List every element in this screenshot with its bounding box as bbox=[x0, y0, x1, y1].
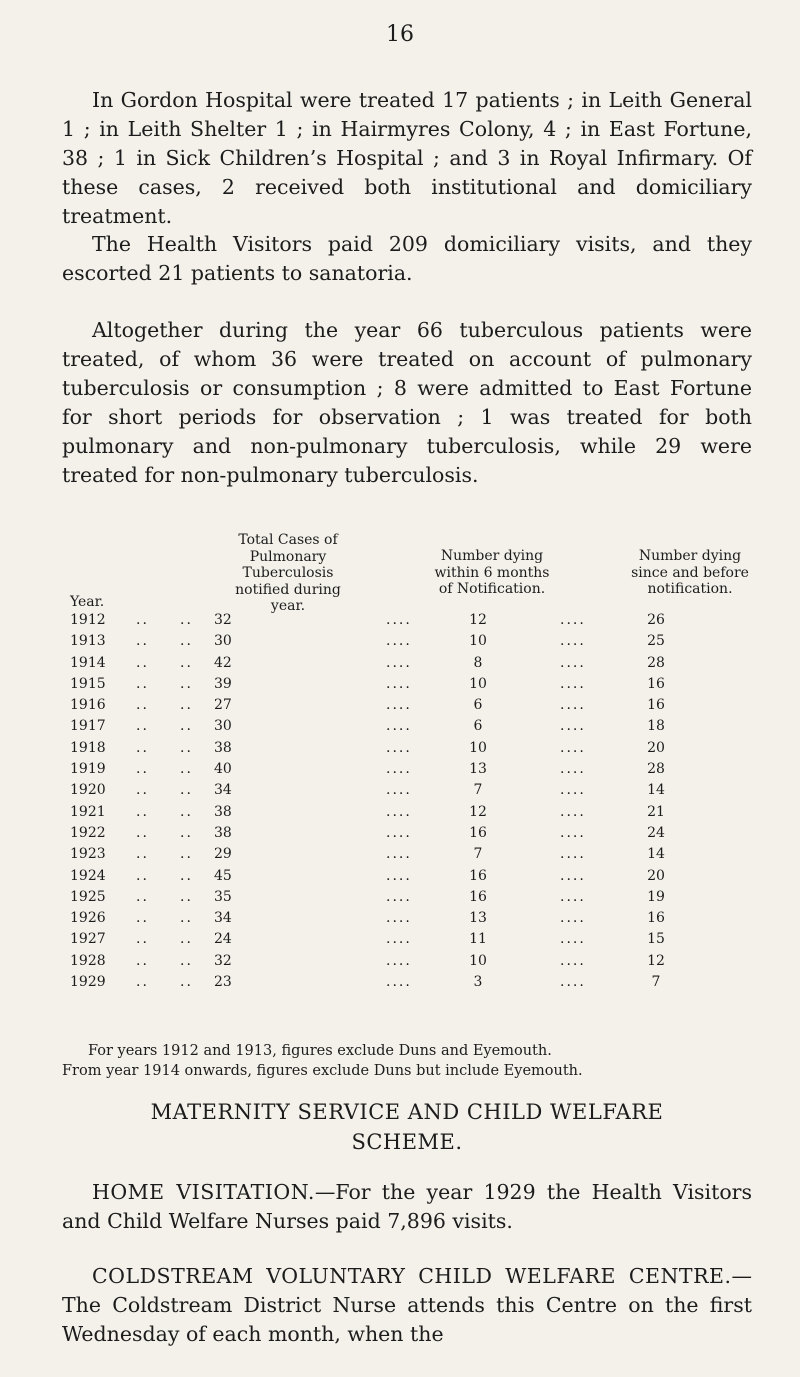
cell-dying-within: 10 bbox=[469, 633, 487, 650]
cell-dying-since: 7 bbox=[651, 974, 661, 991]
leader-dots: .... bbox=[386, 761, 412, 778]
leader-dots: .... bbox=[560, 675, 586, 692]
cell-total-cases: 45 bbox=[214, 867, 232, 884]
leader-dots: .. bbox=[136, 803, 149, 820]
cell-dying-within: 7 bbox=[473, 846, 483, 863]
leader-dots: .. bbox=[180, 846, 193, 863]
cell-dying-since: 16 bbox=[647, 675, 665, 692]
table-row bbox=[0, 974, 800, 995]
cell-dying-since: 16 bbox=[647, 697, 665, 714]
leader-dots: .. bbox=[136, 974, 149, 991]
leader-dots: .... bbox=[560, 633, 586, 650]
leader-dots: .. bbox=[136, 867, 149, 884]
leader-dots: .... bbox=[560, 952, 586, 969]
leader-dots: .... bbox=[560, 697, 586, 714]
cell-dying-since: 28 bbox=[647, 761, 665, 778]
leader-dots: .. bbox=[136, 782, 149, 799]
cell-total-cases: 32 bbox=[214, 612, 232, 628]
table-row bbox=[0, 889, 800, 910]
leader-dots: .. bbox=[180, 718, 193, 735]
table-row bbox=[0, 846, 800, 867]
cell-total-cases: 24 bbox=[214, 931, 232, 948]
table-row bbox=[0, 825, 800, 846]
leader-dots: .. bbox=[136, 910, 149, 927]
table-row bbox=[0, 740, 800, 761]
cell-dying-since: 18 bbox=[647, 718, 665, 735]
leader-dots: .. bbox=[180, 739, 193, 756]
leader-dots: .... bbox=[386, 654, 412, 671]
cell-total-cases: 34 bbox=[214, 910, 232, 927]
leader-dots: .... bbox=[386, 633, 412, 650]
paragraph-home-visitation bbox=[62, 1178, 752, 1236]
leader-dots: .. bbox=[136, 697, 149, 714]
header-year: Year. bbox=[70, 594, 105, 610]
section-heading-line: MATERNITY SERVICE AND CHILD WELFARE bbox=[150, 1100, 664, 1124]
leader-dots: .. bbox=[180, 633, 193, 650]
cell-dying-within: 12 bbox=[469, 803, 487, 820]
header-within-line: Number dying bbox=[440, 548, 544, 564]
leader-dots: .. bbox=[180, 974, 193, 991]
leader-dots: .... bbox=[386, 612, 412, 628]
leader-dots: .... bbox=[560, 888, 586, 905]
leader-dots: .. bbox=[180, 952, 193, 969]
cell-total-cases: 35 bbox=[214, 888, 232, 905]
cell-total-cases: 29 bbox=[214, 846, 232, 863]
leader-dots: .. bbox=[136, 675, 149, 692]
leader-dots: .... bbox=[386, 697, 412, 714]
header-within-line: within 6 months bbox=[434, 564, 550, 581]
header-total-line: Total Cases of bbox=[238, 532, 338, 548]
cell-year: 1921 bbox=[70, 803, 106, 820]
cell-total-cases: 34 bbox=[214, 782, 232, 799]
leader-dots: .... bbox=[560, 974, 586, 991]
cell-year: 1920 bbox=[70, 782, 106, 799]
cell-dying-within: 16 bbox=[469, 867, 487, 884]
cell-year: 1918 bbox=[70, 739, 106, 756]
cell-total-cases: 38 bbox=[214, 739, 232, 756]
leader-dots: .... bbox=[386, 782, 412, 799]
cell-year: 1917 bbox=[70, 718, 106, 735]
cell-year: 1929 bbox=[70, 974, 106, 991]
leader-dots: .. bbox=[180, 888, 193, 905]
table-row bbox=[0, 655, 800, 676]
cell-year: 1928 bbox=[70, 952, 106, 969]
leader-dots: .... bbox=[560, 718, 586, 735]
leader-dots: .. bbox=[180, 910, 193, 927]
header-since-line: Number dying bbox=[638, 548, 742, 564]
leader-dots: .... bbox=[386, 675, 412, 692]
section-heading bbox=[62, 1097, 752, 1157]
leader-dots: .. bbox=[180, 782, 193, 799]
table-row bbox=[0, 697, 800, 718]
paragraph-health-visitors: The Health Visitors paid 209 domiciliary visits, and they escorted 21 patients to sanatoria. bbox=[62, 232, 752, 285]
leader-dots: .. bbox=[180, 931, 193, 948]
cell-dying-since: 16 bbox=[647, 910, 665, 927]
table-row bbox=[0, 868, 800, 889]
leader-dots: .. bbox=[180, 654, 193, 671]
cell-total-cases: 32 bbox=[214, 952, 232, 969]
cell-dying-since: 14 bbox=[647, 846, 665, 863]
cell-year: 1912 bbox=[70, 612, 106, 628]
leader-dots: .. bbox=[180, 675, 193, 692]
leader-dots: .... bbox=[560, 782, 586, 799]
leader-dots: .... bbox=[386, 803, 412, 820]
leader-dots: .... bbox=[386, 867, 412, 884]
leader-dots: .. bbox=[136, 846, 149, 863]
leader-dots: .. bbox=[180, 867, 193, 884]
table-row bbox=[0, 910, 800, 931]
table-note-1912-1913: For years 1912 and 1913, figures exclude Duns and Eyemouth. bbox=[88, 1043, 552, 1059]
leader-dots: .... bbox=[560, 739, 586, 756]
cell-total-cases: 30 bbox=[214, 718, 232, 735]
leader-dots: .... bbox=[386, 739, 412, 756]
cell-total-cases: 42 bbox=[214, 654, 232, 671]
cell-total-cases: 40 bbox=[214, 761, 232, 778]
cell-year: 1913 bbox=[70, 633, 106, 650]
leader-dots: .... bbox=[386, 846, 412, 863]
cell-year: 1919 bbox=[70, 761, 106, 778]
cell-total-cases: 39 bbox=[214, 675, 232, 692]
leader-dots: .... bbox=[560, 931, 586, 948]
leader-dots: .... bbox=[560, 867, 586, 884]
cell-dying-within: 10 bbox=[469, 675, 487, 692]
cell-dying-within: 10 bbox=[469, 739, 487, 756]
table-row bbox=[0, 804, 800, 825]
leader-dots: .... bbox=[560, 761, 586, 778]
cell-total-cases: 23 bbox=[214, 974, 232, 991]
cell-dying-within: 11 bbox=[469, 931, 487, 948]
leader-dots: .. bbox=[180, 803, 193, 820]
cell-dying-since: 28 bbox=[647, 654, 665, 671]
cell-year: 1926 bbox=[70, 910, 106, 927]
cell-year: 1914 bbox=[70, 654, 106, 671]
cell-dying-within: 10 bbox=[469, 952, 487, 969]
leader-dots: .... bbox=[386, 888, 412, 905]
cell-dying-within: 16 bbox=[469, 888, 487, 905]
table-row bbox=[0, 612, 800, 633]
cell-total-cases: 30 bbox=[214, 633, 232, 650]
header-total-line: year. bbox=[270, 598, 306, 614]
leader-dots: .... bbox=[560, 824, 586, 841]
leader-dots: .... bbox=[386, 910, 412, 927]
cell-total-cases: 38 bbox=[214, 824, 232, 841]
table-row bbox=[0, 718, 800, 739]
cell-total-cases: 38 bbox=[214, 803, 232, 820]
table-row bbox=[0, 761, 800, 782]
leader-dots: .. bbox=[136, 824, 149, 841]
cell-dying-within: 3 bbox=[473, 974, 483, 991]
table-row bbox=[0, 931, 800, 952]
cell-dying-within: 7 bbox=[473, 782, 483, 799]
home-visitation-lead: HOME VISITATION. bbox=[92, 1180, 315, 1204]
cell-dying-within: 8 bbox=[473, 654, 483, 671]
leader-dots: .... bbox=[386, 931, 412, 948]
table-row bbox=[0, 953, 800, 974]
cell-year: 1922 bbox=[70, 824, 106, 841]
cell-year: 1915 bbox=[70, 675, 106, 692]
leader-dots: .... bbox=[386, 824, 412, 841]
tuberculosis-table-body bbox=[0, 612, 800, 995]
leader-dots: .... bbox=[560, 803, 586, 820]
table-row bbox=[0, 782, 800, 803]
paragraph-coldstream-centre bbox=[62, 1262, 752, 1349]
leader-dots: .. bbox=[180, 612, 193, 628]
leader-dots: .... bbox=[560, 612, 586, 628]
paragraph-hospitals: In Gordon Hospital were treated 17 patients ; in Leith General 1 ; in Leith Shelter 1 ; in Hairmyres Colony, 4 ; in East Fortune, 38 ; 1 in Sick Children’s Hospital ; and 3 in Royal Infirmary. Of these cases, 2 received both institutional and domiciliary treatment. bbox=[62, 88, 752, 228]
table-note-1914-onwards: From year 1914 onwards, figures exclude Duns but include Eyemouth. bbox=[62, 1063, 583, 1079]
cell-dying-since: 25 bbox=[647, 633, 665, 650]
header-since-line: since and before bbox=[631, 564, 749, 581]
leader-dots: .. bbox=[180, 761, 193, 778]
cell-dying-since: 15 bbox=[647, 931, 665, 948]
leader-dots: .. bbox=[180, 697, 193, 714]
cell-year: 1927 bbox=[70, 931, 106, 948]
paragraph-tuberculous-patients: Altogether during the year 66 tuberculous patients were treated, of whom 36 were treated on account of pulmonary tuberculosis or consumption ; 8 were admitted to East Fortune for short periods for observation ; 1 was treated for both pulmonary and non-pulmonary tuberculosis, while 29 were treated for non-pulmonary tuberculosis. bbox=[62, 318, 752, 487]
table-row bbox=[0, 633, 800, 654]
cell-dying-since: 19 bbox=[647, 888, 665, 905]
leader-dots: .. bbox=[136, 931, 149, 948]
leader-dots: .. bbox=[136, 761, 149, 778]
coldstream-text: —The Coldstream District Nurse attends this Centre on the first Wednesday of each month, when the bbox=[62, 1264, 752, 1346]
header-total-cases bbox=[194, 532, 382, 615]
leader-dots: .. bbox=[136, 739, 149, 756]
cell-dying-within: 13 bbox=[469, 910, 487, 927]
cell-year: 1924 bbox=[70, 867, 106, 884]
cell-dying-since: 20 bbox=[647, 867, 665, 884]
cell-dying-since: 24 bbox=[647, 824, 665, 841]
leader-dots: .. bbox=[180, 824, 193, 841]
leader-dots: .... bbox=[386, 952, 412, 969]
header-within-line: of Notification. bbox=[438, 581, 546, 597]
cell-dying-within: 6 bbox=[473, 697, 483, 714]
leader-dots: .... bbox=[386, 974, 412, 991]
header-since-line: notification. bbox=[647, 581, 733, 597]
cell-year: 1923 bbox=[70, 846, 106, 863]
leader-dots: .. bbox=[136, 888, 149, 905]
leader-dots: .... bbox=[386, 718, 412, 735]
cell-year: 1916 bbox=[70, 697, 106, 714]
header-total-line: Tuberculosis bbox=[242, 565, 334, 581]
cell-dying-within: 16 bbox=[469, 824, 487, 841]
header-total-line: Pulmonary bbox=[249, 548, 327, 565]
leader-dots: .... bbox=[560, 910, 586, 927]
cell-dying-within: 13 bbox=[469, 761, 487, 778]
cell-total-cases: 27 bbox=[214, 697, 232, 714]
leader-dots: .. bbox=[136, 718, 149, 735]
cell-dying-since: 21 bbox=[647, 803, 665, 820]
cell-dying-since: 14 bbox=[647, 782, 665, 799]
leader-dots: .. bbox=[136, 612, 149, 628]
leader-dots: .. bbox=[136, 633, 149, 650]
header-total-line: notified during bbox=[235, 581, 341, 598]
cell-dying-since: 20 bbox=[647, 739, 665, 756]
leader-dots: .... bbox=[560, 654, 586, 671]
header-dying-within-6-months bbox=[402, 548, 582, 598]
cell-year: 1925 bbox=[70, 888, 106, 905]
cell-dying-within: 12 bbox=[469, 612, 487, 628]
leader-dots: .. bbox=[136, 654, 149, 671]
home-visitation-text: —For the year 1929 the Health Visitors and Child Welfare Nurses paid 7,896 visits. bbox=[62, 1180, 753, 1233]
leader-dots: .. bbox=[136, 952, 149, 969]
section-heading-line: SCHEME. bbox=[351, 1130, 463, 1154]
leader-dots: .... bbox=[560, 846, 586, 863]
table-row bbox=[0, 676, 800, 697]
page-number: 16 bbox=[386, 22, 414, 47]
cell-dying-since: 26 bbox=[647, 612, 665, 628]
header-dying-since-notification bbox=[600, 548, 780, 598]
cell-dying-since: 12 bbox=[647, 952, 665, 969]
coldstream-lead: COLDSTREAM VOLUNTARY CHILD WELFARE CENTRE. bbox=[92, 1264, 732, 1288]
cell-dying-within: 6 bbox=[473, 718, 483, 735]
